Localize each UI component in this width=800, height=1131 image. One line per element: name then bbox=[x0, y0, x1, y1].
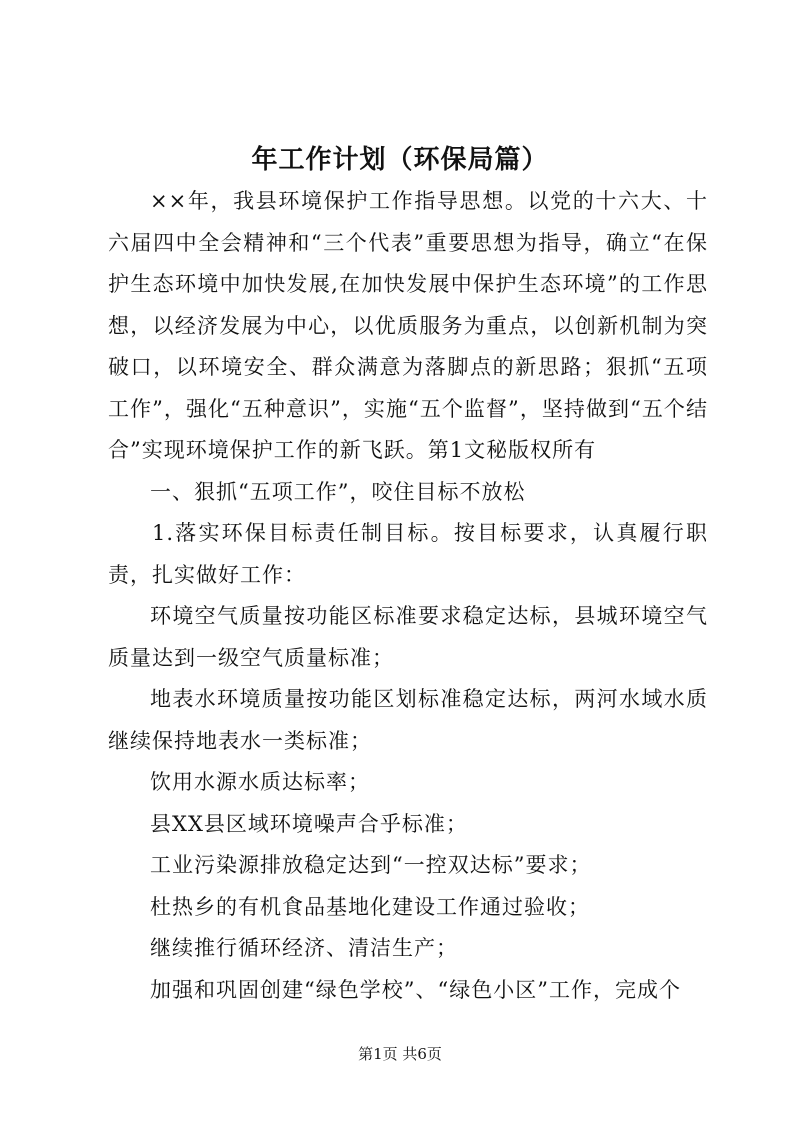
paragraph-guiding-thought: ××年，我县环境保护工作指导思想。以党的十六大、十六届四中全会精神和“三个代表”重要思想为指导，确立“在保护生态环境中加快发展,在加快发展中保护生态环境”的工作思想，以经济发展为中心，以优质服务为重点，以创新机制为突破口，以环境安全、群众满意为落脚点的新思路；狠抓“五项工作”，强化“五种意识”，实施“五个监督”，坚持做到“五个结合”实现环境保护工作的新飞跃。第1文秘版权所有 bbox=[108, 189, 708, 462]
list-item-organic-food: 杜热乡的有机食品基地化建设工作通过验收； bbox=[150, 894, 590, 919]
list-item-air-quality: 环境空气质量按功能区标准要求稳定达标，县城环境空气质量达到一级空气质量标准； bbox=[108, 604, 708, 670]
page-footer: 第1页 共6页 bbox=[358, 1045, 442, 1063]
paragraph-target-responsibility: 1.落实环保目标责任制目标。按目标要求，认真履行职责，扎实做好工作： bbox=[108, 521, 708, 587]
list-item-green-school: 加强和巩固创建“绿色学校”、“绿色小区”工作，完成个 bbox=[150, 977, 681, 1002]
document-title: 年工作计划（环保局篇） bbox=[251, 145, 549, 175]
list-item-industrial-pollution: 工业污染源排放稳定达到“一控双达标”要求； bbox=[150, 853, 592, 877]
section-heading-one: 一、狠抓“五项工作”，咬住目标不放松 bbox=[150, 479, 526, 504]
list-item-drinking-water: 饮用水源水质达标率； bbox=[150, 770, 370, 794]
document-body bbox=[108, 181, 708, 1011]
list-item-noise: 县XX县区域环境噪声合乎标准； bbox=[150, 811, 468, 836]
list-item-circular-economy: 继续推行循环经济、清洁生产； bbox=[150, 936, 458, 960]
list-item-surface-water: 地表水环境质量按功能区划标准稳定达标，两河水域水质继续保持地表水一类标准； bbox=[108, 687, 708, 753]
